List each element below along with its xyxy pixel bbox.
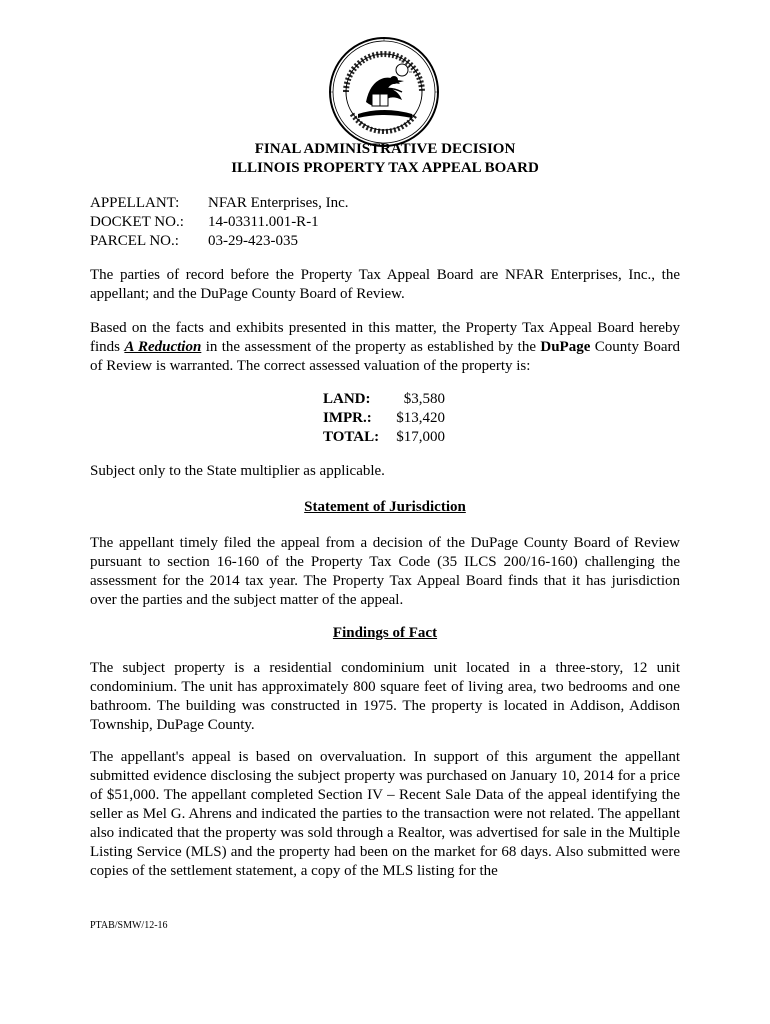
decision-emphasis: A Reduction	[124, 339, 202, 355]
findings-paragraph-2: The appellant's appeal is based on overvaluation. In support of this argument the appellant submitted evidence disclosing the subject property was purchased on January 10, 2014 for a price of $51,000. The appellant completed Section IV – Recent Sale Data of the appeal identifying the seller as Mel G. Ahrens and indicated the parties to the transaction were not related. The appellant also indicated that the property was sold through a Realtor, was advertised for sale in the Multiple Listing Service (MLS) and the property had been on the market for 68 days. Also submitted were copies of the settlement statement, a copy of the MLS listing for the	[90, 749, 680, 879]
parcel-label: PARCEL NO.:	[90, 233, 179, 249]
parcel-value: 03-29-423-035	[208, 233, 298, 249]
footer-code: PTAB/SMW/12-16	[90, 920, 168, 931]
illinois-state-seal	[328, 36, 440, 148]
total-label: TOTAL:	[323, 429, 380, 445]
docket-label: DOCKET NO.:	[90, 214, 184, 230]
parties-paragraph: The parties of record before the Property Tax Appeal Board are NFAR Enterprises, Inc., the appellant; and the DuPage County Board of Review.	[90, 267, 680, 302]
decision-title: FINAL ADMINISTRATIVE DECISION	[254, 141, 516, 157]
land-value: $3,580	[403, 391, 445, 407]
docket-value: 14-03311.001-R-1	[208, 214, 319, 230]
case-info	[90, 194, 349, 251]
multiplier-note: Subject only to the State multiplier as applicable.	[90, 463, 385, 479]
impr-row	[323, 409, 445, 428]
impr-label: IMPR.:	[323, 410, 372, 426]
jurisdiction-heading: Statement of Jurisdiction	[304, 499, 466, 515]
total-row	[323, 428, 445, 447]
decision-county: DuPage	[540, 339, 591, 355]
findings-paragraph-1: The subject property is a residential condominium unit located in a three-story, 12 unit condominium. The unit has approximately 800 square feet of living area, two bedrooms and one bathroom. The building was constructed in 1975. The property is located in Addison, Addison Township, DuPage County.	[90, 660, 680, 733]
docket-row	[90, 213, 349, 232]
decision-text-2: in the assessment of the property as established by the	[201, 339, 541, 355]
decision-text-3: County Board of Review is warranted. The correct assessed valuation of the property is:	[90, 339, 680, 374]
jurisdiction-paragraph: The appellant timely filed the appeal from a decision of the DuPage County Board of Review pursuant to section 16-160 of the Property Tax Code (35 ILCS 200/16-160) challenging the assessment for the 2014 tax year. The Property Tax Appeal Board finds that it has jurisdiction over the parties and the subject matter of the appeal.	[90, 535, 680, 608]
appellant-value: NFAR Enterprises, Inc.	[208, 195, 349, 211]
board-title: ILLINOIS PROPERTY TAX APPEAL BOARD	[231, 160, 539, 176]
findings-heading: Findings of Fact	[332, 625, 438, 641]
valuation-table	[323, 390, 445, 447]
land-row	[323, 390, 445, 409]
parcel-row	[90, 232, 349, 251]
appellant-row	[90, 194, 349, 213]
total-value: $17,000	[396, 429, 445, 445]
land-label: LAND:	[323, 391, 371, 407]
appellant-label: APPELLANT:	[90, 195, 180, 211]
decision-text-1: Based on the facts and exhibits presented in this matter, the Property Tax Appeal Board hereby finds	[90, 320, 680, 355]
decision-paragraph	[90, 319, 680, 376]
impr-value: $13,420	[396, 410, 445, 426]
